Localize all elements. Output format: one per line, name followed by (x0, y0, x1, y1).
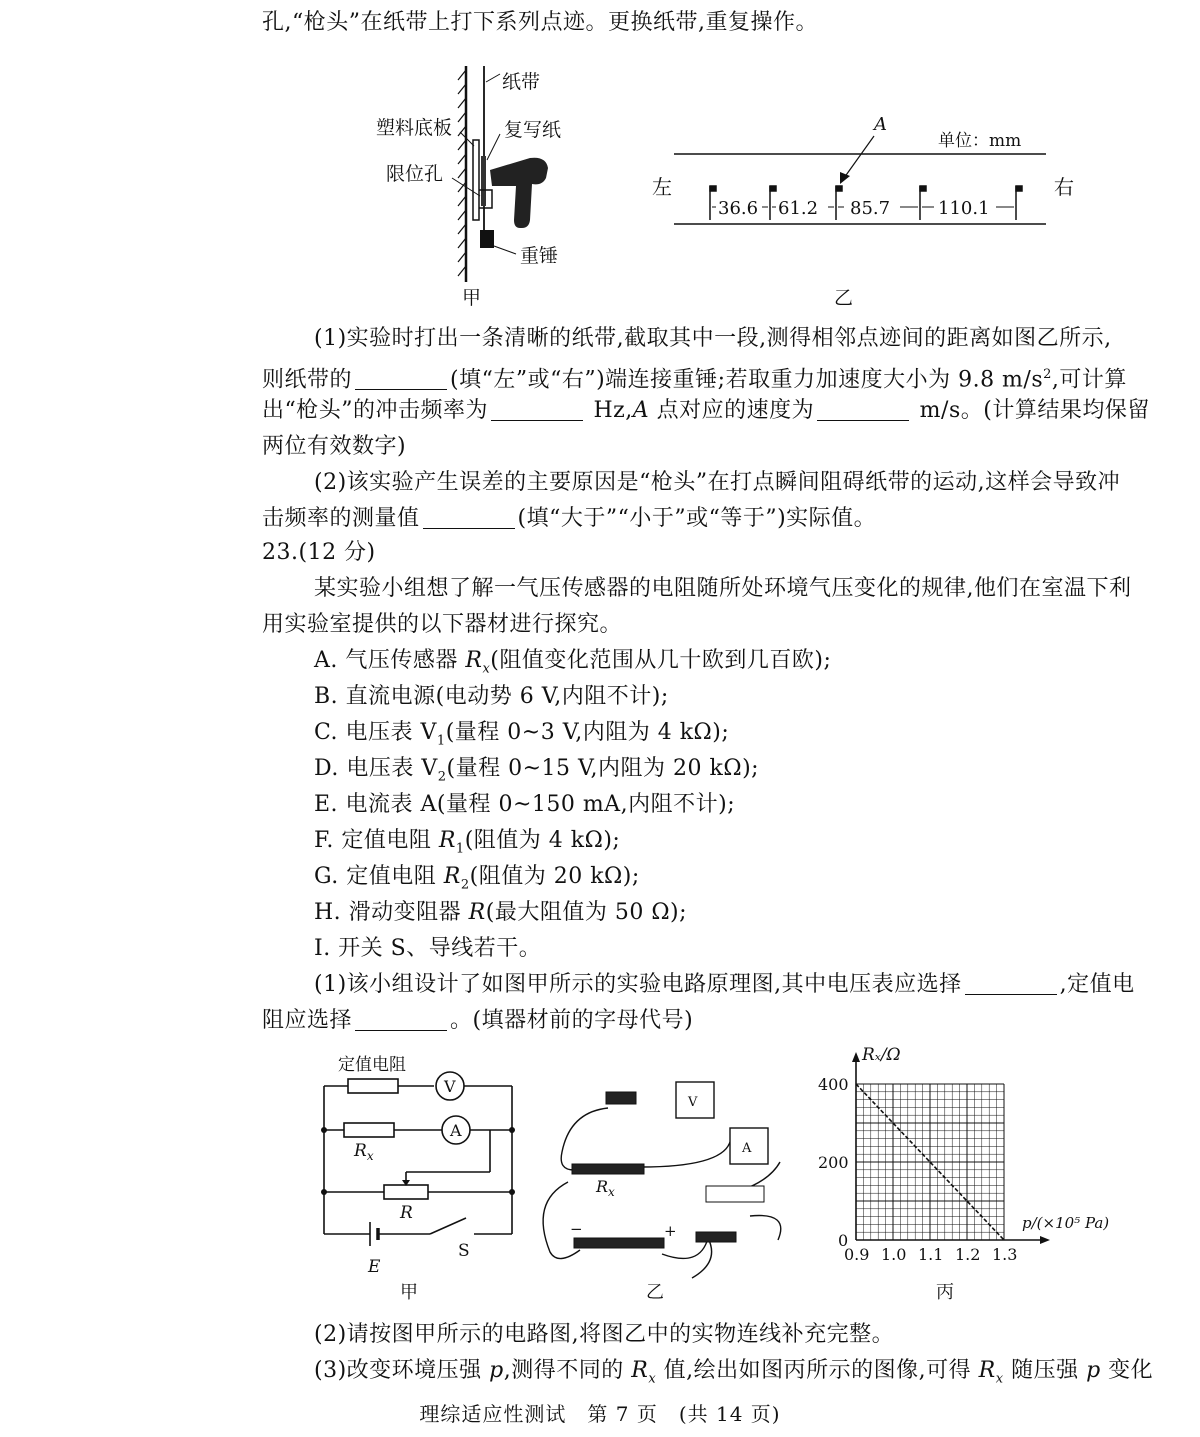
answer-blank[interactable] (423, 506, 515, 529)
dist-4: 110.1 (938, 198, 990, 219)
caption-physical: 乙 (646, 1282, 664, 1303)
answer-blank[interactable] (355, 1008, 447, 1031)
y-tick-label: 200 (818, 1153, 849, 1172)
label-plastic: 塑料底板 (376, 117, 453, 139)
item-g: G. 定值电阻 $R_2$(阻值为 20 kΩ); (314, 864, 640, 893)
y-tick-label: 0 (838, 1231, 849, 1250)
label-fixed-resistor: 定值电阻 (338, 1055, 406, 1075)
dist-3: 85.7 (850, 198, 891, 219)
chart-axes (852, 1052, 1050, 1244)
q22-p1-line2: 则纸带的 (填“左”或“右”)端连接重锤;若取重力加速度大小为 9.8 $m/s^2$,可计算 (262, 367, 1127, 393)
carbon-paper (481, 156, 486, 206)
label-point-a: A (874, 114, 887, 135)
battery-pack (574, 1238, 664, 1248)
y-axis-arrow (852, 1052, 860, 1062)
voltmeter-device-label: V (688, 1095, 698, 1110)
plastic-plate (473, 140, 479, 220)
item-c: C. 电压表 $V_1$(量程 0~3 V,内阻为 4 kΩ); (314, 720, 730, 749)
x-tick-label: 1.3 (992, 1245, 1018, 1264)
x-axis-label: p/(×10⁵ Pa) (1022, 1214, 1110, 1232)
figure-2 (300, 1042, 1130, 1312)
label-unit: 单位：mm (938, 131, 1022, 151)
chart-labels (818, 1045, 1109, 1264)
label-r: R (400, 1203, 413, 1223)
q23-p1-line1: (1)该小组设计了如图甲所示的实验电路原理图,其中电压表应选择 ,定值电 (314, 972, 1135, 997)
caption-circuit: 甲 (400, 1282, 418, 1303)
chart-area (818, 1045, 1109, 1264)
x-tick-label: 0.9 (844, 1245, 870, 1264)
item-a: A. 气压传感器 $R_x$(阻值变化范围从几十欧到几百欧); (314, 648, 832, 677)
text-line: 孔,“枪头”在纸带上打下系列点迹。更换纸带,重复操作。 (262, 10, 818, 35)
figure-1 (360, 60, 1100, 316)
q22-p1-line4: 两位有效数字) (262, 434, 407, 459)
label-right: 右 (1054, 175, 1074, 199)
plus-terminal: + (664, 1222, 677, 1240)
label-tape: 纸带 (502, 71, 541, 93)
q23-p1-line2: 阻应选择 。(填器材前的字母代号) (262, 1008, 694, 1033)
weight (480, 230, 494, 248)
rx-sensor (606, 1092, 636, 1104)
answer-blank[interactable] (965, 972, 1057, 995)
dist-1: 36.6 (718, 198, 759, 219)
q23-p3: (3)改变环境压强 p,测得不同的 $R_x$ 值,绘出如图丙所示的图像,可得 $R_x$ 随压强 p 变化 (314, 1358, 1154, 1387)
label-left: 左 (652, 175, 672, 199)
minus-terminal: − (570, 1220, 583, 1238)
ammeter-device-label: A (742, 1141, 752, 1156)
item-f: F. 定值电阻 $R_1$(阻值为 4 kΩ); (314, 828, 621, 857)
answer-blank[interactable] (355, 367, 447, 390)
item-d: D. 电压表 $V_2$(量程 0~15 V,内阻为 20 kΩ); (314, 756, 760, 785)
x-tick-label: 1.0 (881, 1245, 907, 1264)
rheostat (706, 1186, 764, 1202)
caption-jia: 甲 (462, 287, 482, 309)
answer-blank[interactable] (491, 398, 583, 421)
label-rx-physical: $R_x$ (596, 1177, 615, 1199)
q23-intro-2: 用实验室提供的以下器材进行探究。 (262, 612, 623, 637)
caption-graph: 丙 (936, 1282, 954, 1303)
answer-blank[interactable] (817, 398, 909, 421)
item-i: I. 开关 S、导线若干。 (314, 936, 542, 961)
label-limit-hole: 限位孔 (386, 163, 444, 185)
label-rx: $R_x$ (354, 1141, 374, 1163)
dist-2: 61.2 (778, 198, 819, 219)
ammeter-symbol: A (450, 1121, 462, 1140)
q22-p1-line1: (1)实验时打出一条清晰的纸带,截取其中一段,测得相邻点迹间的距离如图乙所示, (314, 326, 1112, 351)
label-weight: 重锤 (520, 245, 559, 267)
q22-p1-line3: 出“枪头”的冲击频率为 Hz,A 点对应的速度为 m/s。(计算结果均保留 (262, 398, 1150, 423)
caption-yi: 乙 (834, 287, 854, 309)
q23-intro-1: 某实验小组想了解一气压传感器的电阻随所处环境气压变化的规律,他们在室温下利 (314, 576, 1132, 601)
item-h: H. 滑动变阻器 R(最大阻值为 50 Ω); (314, 900, 688, 925)
page-footer: 理综适应性测试 第 7 页 (共 14 页) (419, 1402, 781, 1426)
label-s: S (458, 1241, 470, 1261)
circuit-diagram (324, 1072, 512, 1234)
item-b: B. 直流电源(电动势 6 V,内阻不计); (314, 684, 669, 709)
x-tick-label: 1.1 (918, 1245, 944, 1264)
y-tick-label: 400 (818, 1075, 849, 1094)
massage-gun (490, 158, 548, 228)
x-tick-label: 1.2 (955, 1245, 981, 1264)
q23-p2: (2)请按图甲所示的电路图,将图乙中的实物连线补充完整。 (314, 1322, 895, 1347)
label-e: E (368, 1257, 381, 1277)
item-e: E. 电流表 A(量程 0~150 mA,内阻不计); (314, 792, 736, 817)
q22-p2-line2: 击频率的测量值 (填“大于”“小于”或“等于”)实际值。 (262, 506, 877, 531)
y-axis-label: Rₓ/Ω (862, 1045, 901, 1065)
x-axis-arrow (1040, 1236, 1050, 1244)
rx-board (572, 1164, 644, 1174)
switch (696, 1232, 736, 1242)
q22-p2-line1: (2)该实验产生误差的主要原因是“枪头”在打点瞬间阻碍纸带的运动,这样会导致冲 (314, 470, 1121, 495)
voltmeter-symbol: V (444, 1077, 456, 1096)
q23-header: 23.(12 分) (262, 540, 376, 565)
label-carbon: 复写纸 (504, 119, 562, 141)
arrow-a (844, 136, 874, 178)
